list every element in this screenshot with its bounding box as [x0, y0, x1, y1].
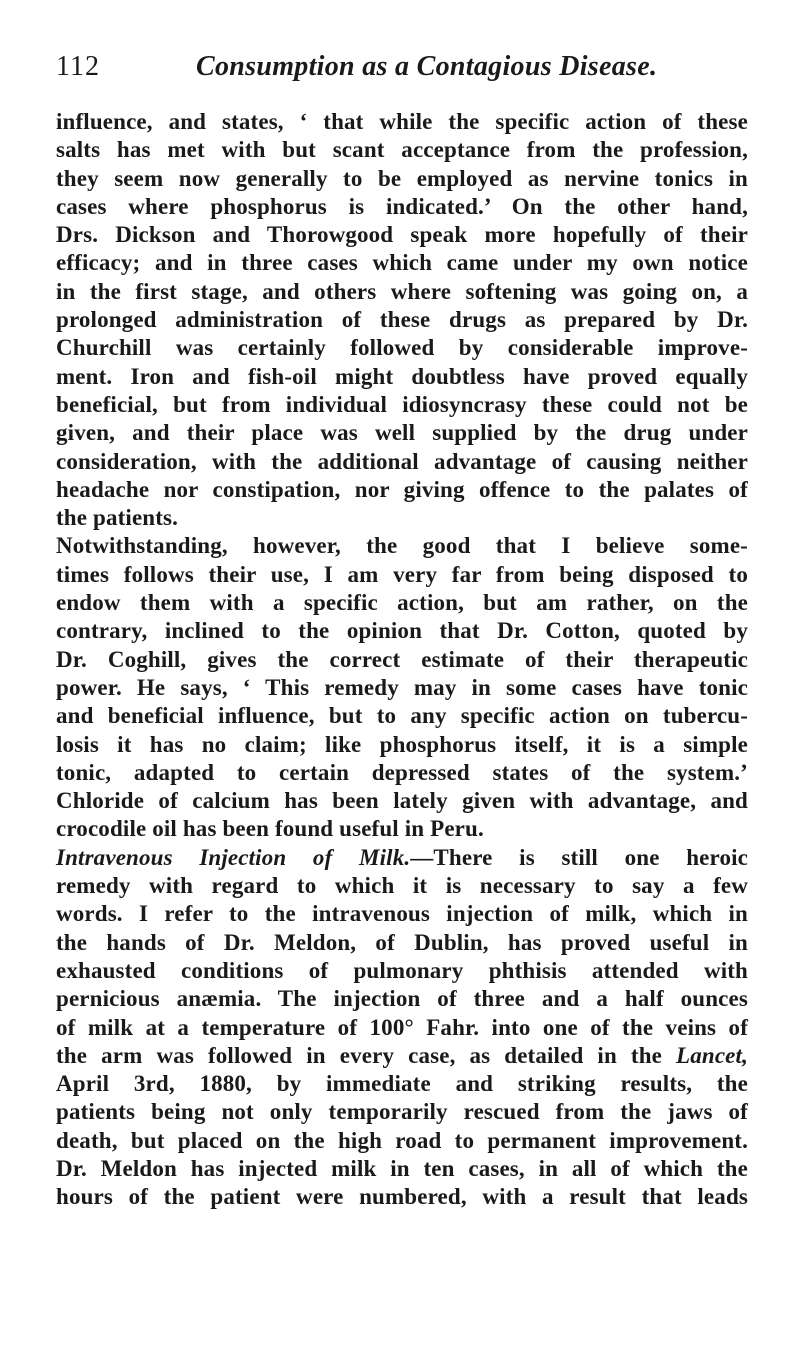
line-text: consideration, with the additional advantage of causing neither	[56, 448, 748, 474]
text-line	[56, 1183, 748, 1211]
page-number: 112	[56, 51, 100, 82]
running-head	[56, 50, 736, 84]
line-text: the arm was followed in every case, as detailed in the	[56, 1042, 663, 1068]
line-text: hours of the patient were numbered, with a result that leads	[56, 1184, 748, 1210]
line-text: the hands of Dr. Meldon, of Dublin, has proved useful in	[56, 929, 748, 955]
text-line	[56, 136, 748, 164]
line-text: April 3rd, 1880, by immediate and striking results, the	[56, 1071, 748, 1097]
text-line	[56, 504, 748, 532]
text-line	[56, 306, 748, 334]
line-text: crocodile oil has been found useful in Peru.	[56, 816, 484, 842]
text-line	[56, 165, 748, 193]
text-line	[56, 731, 748, 759]
text-line	[56, 985, 748, 1013]
line-text: pernicious anæmia. The injection of three and a half ounces	[56, 986, 748, 1012]
text-line	[56, 249, 748, 277]
line-text: Dr. Coghill, gives the correct estimate of their therapeutic	[56, 646, 748, 672]
text-line	[56, 815, 748, 843]
line-text: words. I refer to the intravenous injection of milk, which in	[56, 901, 748, 927]
text-line	[56, 759, 748, 787]
text-line	[56, 532, 748, 560]
text-line	[56, 1155, 748, 1183]
text-line	[56, 929, 748, 957]
text-line	[56, 1127, 748, 1155]
line-text: Dr. Meldon has injected milk in ten cases, in all of which the	[56, 1155, 748, 1181]
line-text: patients being not only temporarily rescued from the jaws of	[56, 1099, 748, 1125]
text-line	[56, 193, 748, 221]
line-text: they seem now generally to be employed as nervine tonics in	[56, 165, 748, 191]
text-line	[56, 617, 748, 645]
text-line	[56, 1098, 748, 1126]
line-text: salts has met with but scant acceptance from the profession,	[56, 137, 748, 163]
text-line	[56, 957, 748, 985]
text-line	[56, 589, 748, 617]
line-text: the patients.	[56, 505, 179, 531]
line-text: losis it has no claim; like phosphorus itself, it is a simple	[56, 731, 748, 757]
line-text: remedy with regard to which it is necessary to say a few	[56, 873, 748, 899]
text-line	[56, 391, 748, 419]
line-text: exhausted conditions of pulmonary phthisis attended with	[56, 957, 748, 983]
line-text: —There is still one heroic	[410, 844, 749, 870]
journal-title: Lancet,	[676, 1042, 748, 1068]
text-line	[56, 419, 748, 447]
line-text: of milk at a temperature of 100° Fahr. into one of the veins of	[56, 1014, 748, 1040]
text-line	[56, 674, 748, 702]
line-text: beneficial, but from individual idiosyncrasy these could not be	[56, 391, 748, 417]
line-text: and beneficial influence, but to any specific action on tubercu-	[56, 703, 748, 729]
line-text: influence, and states, ‘ that while the specific action of these	[56, 109, 748, 134]
text-line	[56, 844, 748, 872]
line-text: tonic, adapted to certain depressed states of the system.’	[56, 759, 748, 785]
section-heading: Intravenous Injection of Milk.	[56, 844, 411, 870]
line-text: Notwithstanding, however, the good that I believe some-	[56, 533, 748, 559]
text-line	[56, 476, 748, 504]
line-text: endow them with a specific action, but am rather, on the	[56, 590, 748, 616]
text-line	[56, 561, 748, 589]
text-line	[56, 278, 748, 306]
line-text: Chloride of calcium has been lately given with advantage, and	[56, 788, 748, 814]
text-line	[56, 108, 748, 136]
line-text: power. He says, ‘ This remedy may in some cases have tonic	[56, 674, 748, 700]
body-text	[56, 108, 748, 1212]
text-line	[56, 787, 748, 815]
line-text: in the first stage, and others where softening was going on, a	[56, 278, 748, 304]
line-text: ment. Iron and fish-oil might doubtless have proved equally	[56, 363, 748, 389]
line-text: given, and their place was well supplied by the drug under	[56, 420, 748, 446]
text-line	[56, 1014, 748, 1042]
text-line	[56, 702, 748, 730]
text-line	[56, 363, 748, 391]
line-text: efficacy; and in three cases which came under my own notice	[56, 250, 748, 276]
line-text: times follows their use, I am very far from being disposed to	[56, 561, 748, 587]
text-line	[56, 1070, 748, 1098]
line-text: death, but placed on the high road to permanent improvement.	[56, 1127, 748, 1153]
text-line	[56, 1042, 748, 1070]
text-line	[56, 900, 748, 928]
text-line	[56, 646, 748, 674]
line-text: headache nor constipation, nor giving offence to the palates of	[56, 476, 748, 502]
text-line	[56, 334, 748, 362]
text-line	[56, 872, 748, 900]
line-text: prolonged administration of these drugs as prepared by Dr.	[56, 307, 748, 333]
line-text: contrary, inclined to the opinion that Dr. Cotton, quoted by	[56, 618, 748, 644]
text-line	[56, 448, 748, 476]
line-text: Drs. Dickson and Thorowgood speak more hopefully of their	[56, 222, 748, 248]
line-text: Churchill was certainly followed by considerable improve-	[56, 335, 748, 361]
running-title: Consumption as a Contagious Disease.	[196, 51, 658, 82]
line-text: cases where phosphorus is indicated.’ On the other hand,	[56, 193, 748, 219]
text-line	[56, 221, 748, 249]
